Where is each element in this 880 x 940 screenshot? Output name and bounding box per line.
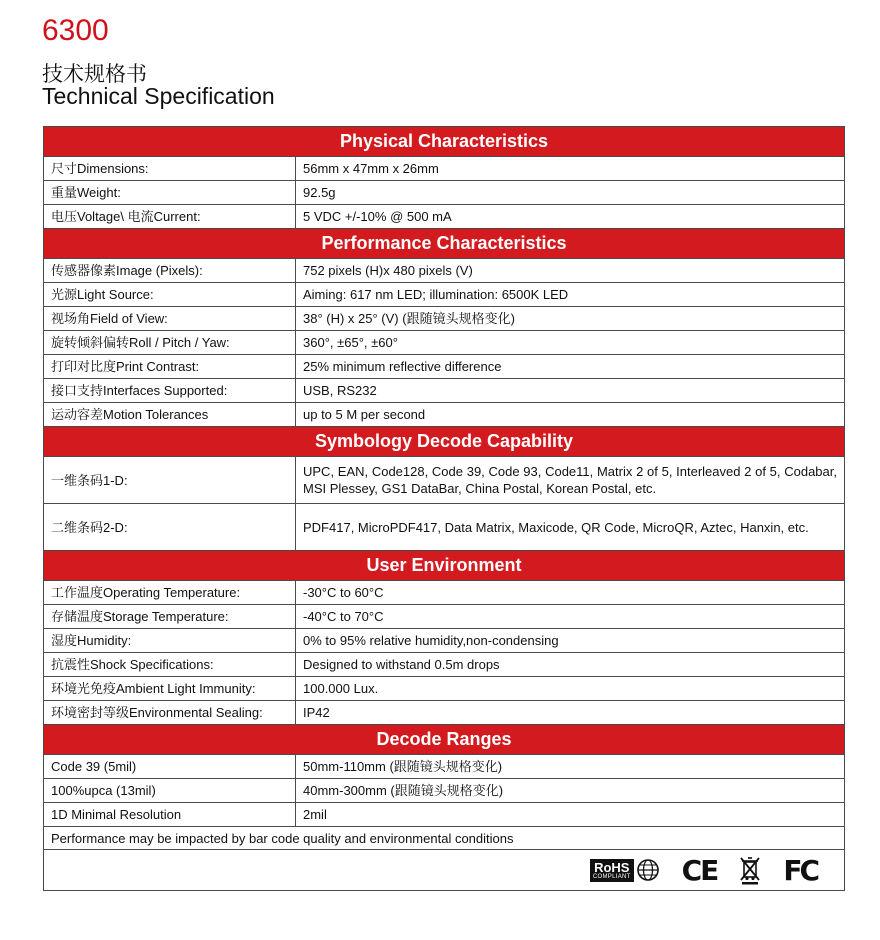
spec-value: -40°C to 70°C — [296, 605, 845, 629]
spec-value: 25% minimum reflective difference — [296, 355, 845, 379]
spec-value: 56mm x 47mm x 26mm — [296, 157, 845, 181]
spec-row — [44, 581, 845, 605]
spec-label: 工作温度Operating Temperature: — [44, 581, 296, 605]
spec-label: 抗震性Shock Specifications: — [44, 653, 296, 677]
spec-row — [44, 205, 845, 229]
spec-row — [44, 701, 845, 725]
spec-row — [44, 355, 845, 379]
spec-label: 视场角Field of View: — [44, 307, 296, 331]
spec-label: 尺寸Dimensions: — [44, 157, 296, 181]
spec-value: 50mm-110mm (跟随镜头规格变化) — [296, 755, 845, 779]
spec-row — [44, 605, 845, 629]
spec-row — [44, 403, 845, 427]
spec-value: Designed to withstand 0.5m drops — [296, 653, 845, 677]
spec-value: 5 VDC +/-10% @ 500 mA — [296, 205, 845, 229]
spec-value: 38° (H) x 25° (V) (跟随镜头规格变化) — [296, 307, 845, 331]
spec-label: 接口支持Interfaces Supported: — [44, 379, 296, 403]
spec-row — [44, 653, 845, 677]
spec-value: IP42 — [296, 701, 845, 725]
spec-label: 传感器像素Image (Pixels): — [44, 259, 296, 283]
spec-row — [44, 504, 845, 551]
section-header-ranges: Decode Ranges — [44, 725, 845, 755]
spec-value: 360°, ±65°, ±60° — [296, 331, 845, 355]
fcc-logo: FC — [783, 853, 817, 887]
spec-row — [44, 331, 845, 355]
spec-value: 92.5g — [296, 181, 845, 205]
spec-label: 打印对比度Print Contrast: — [44, 355, 296, 379]
spec-label: 旋转倾斜偏转Roll / Pitch / Yaw: — [44, 331, 296, 355]
spec-label: 光源Light Source: — [44, 283, 296, 307]
spec-value: USB, RS232 — [296, 379, 845, 403]
spec-label: 环境密封等级Environmental Sealing: — [44, 701, 296, 725]
weee-bin-icon — [739, 855, 761, 885]
spec-value: PDF417, MicroPDF417, Data Matrix, Maxicode, QR Code, MicroQR, Aztec, Hanxin, etc. — [296, 504, 845, 551]
spec-value: 752 pixels (H)x 480 pixels (V) — [296, 259, 845, 283]
spec-label: 存储温度Storage Temperature: — [44, 605, 296, 629]
spec-label: Code 39 (5mil) — [44, 755, 296, 779]
spec-row — [44, 307, 845, 331]
ce-mark: CE — [681, 853, 718, 887]
title-english: Technical Specification — [42, 83, 275, 109]
spec-value: Aiming: 617 nm LED; illumination: 6500K LED — [296, 283, 845, 307]
spec-value: UPC, EAN, Code128, Code 39, Code 93, Code11, Matrix 2 of 5, Interleaved 2 of 5, Codabar, MSI Plessey, GS1 DataBar, China Postal, Korean Postal, etc. — [296, 457, 845, 504]
spec-row — [44, 259, 845, 283]
spec-row — [44, 283, 845, 307]
rohs-logo — [590, 858, 660, 882]
spec-label: 1D Minimal Resolution — [44, 803, 296, 827]
spec-row — [44, 157, 845, 181]
rohs-sub-text: COMPLIANT — [592, 873, 631, 880]
section-header-performance: Performance Characteristics — [44, 229, 845, 259]
spec-row — [44, 677, 845, 701]
spec-value: up to 5 M per second — [296, 403, 845, 427]
spec-label: 重量Weight: — [44, 181, 296, 205]
rohs-text: RoHS — [594, 859, 630, 875]
spec-row — [44, 379, 845, 403]
globe-icon — [636, 858, 660, 882]
spec-row — [44, 629, 845, 653]
section-header-physical: Physical Characteristics — [44, 127, 845, 157]
spec-label: 二维条码2-D: — [44, 504, 296, 551]
certification-row — [44, 850, 845, 891]
spec-label: 电压Voltage\ 电流Current: — [44, 205, 296, 229]
spec-row — [44, 779, 845, 803]
spec-row — [44, 803, 845, 827]
spec-row — [44, 457, 845, 504]
spec-label: 100%upca (13mil) — [44, 779, 296, 803]
spec-label: 一维条码1-D: — [44, 457, 296, 504]
spec-label: 环境光免疫Ambient Light Immunity: — [44, 677, 296, 701]
spec-row — [44, 755, 845, 779]
performance-note: Performance may be impacted by bar code quality and environmental conditions — [44, 827, 845, 850]
spec-value: 100.000 Lux. — [296, 677, 845, 701]
title-chinese: 技术规格书 — [42, 62, 147, 86]
spec-label: 湿度Humidity: — [44, 629, 296, 653]
section-header-environment: User Environment — [44, 551, 845, 581]
spec-value: 2mil — [296, 803, 845, 827]
spec-label: 运动容差Motion Tolerances — [44, 403, 296, 427]
spec-value: 0% to 95% relative humidity,non-condensing — [296, 629, 845, 653]
spec-value: -30°C to 60°C — [296, 581, 845, 605]
spec-value: 40mm-300mm (跟随镜头规格变化) — [296, 779, 845, 803]
model-number: 6300 — [42, 14, 109, 47]
spec-table — [43, 126, 845, 891]
spec-row — [44, 181, 845, 205]
section-header-symbology: Symbology Decode Capability — [44, 427, 845, 457]
